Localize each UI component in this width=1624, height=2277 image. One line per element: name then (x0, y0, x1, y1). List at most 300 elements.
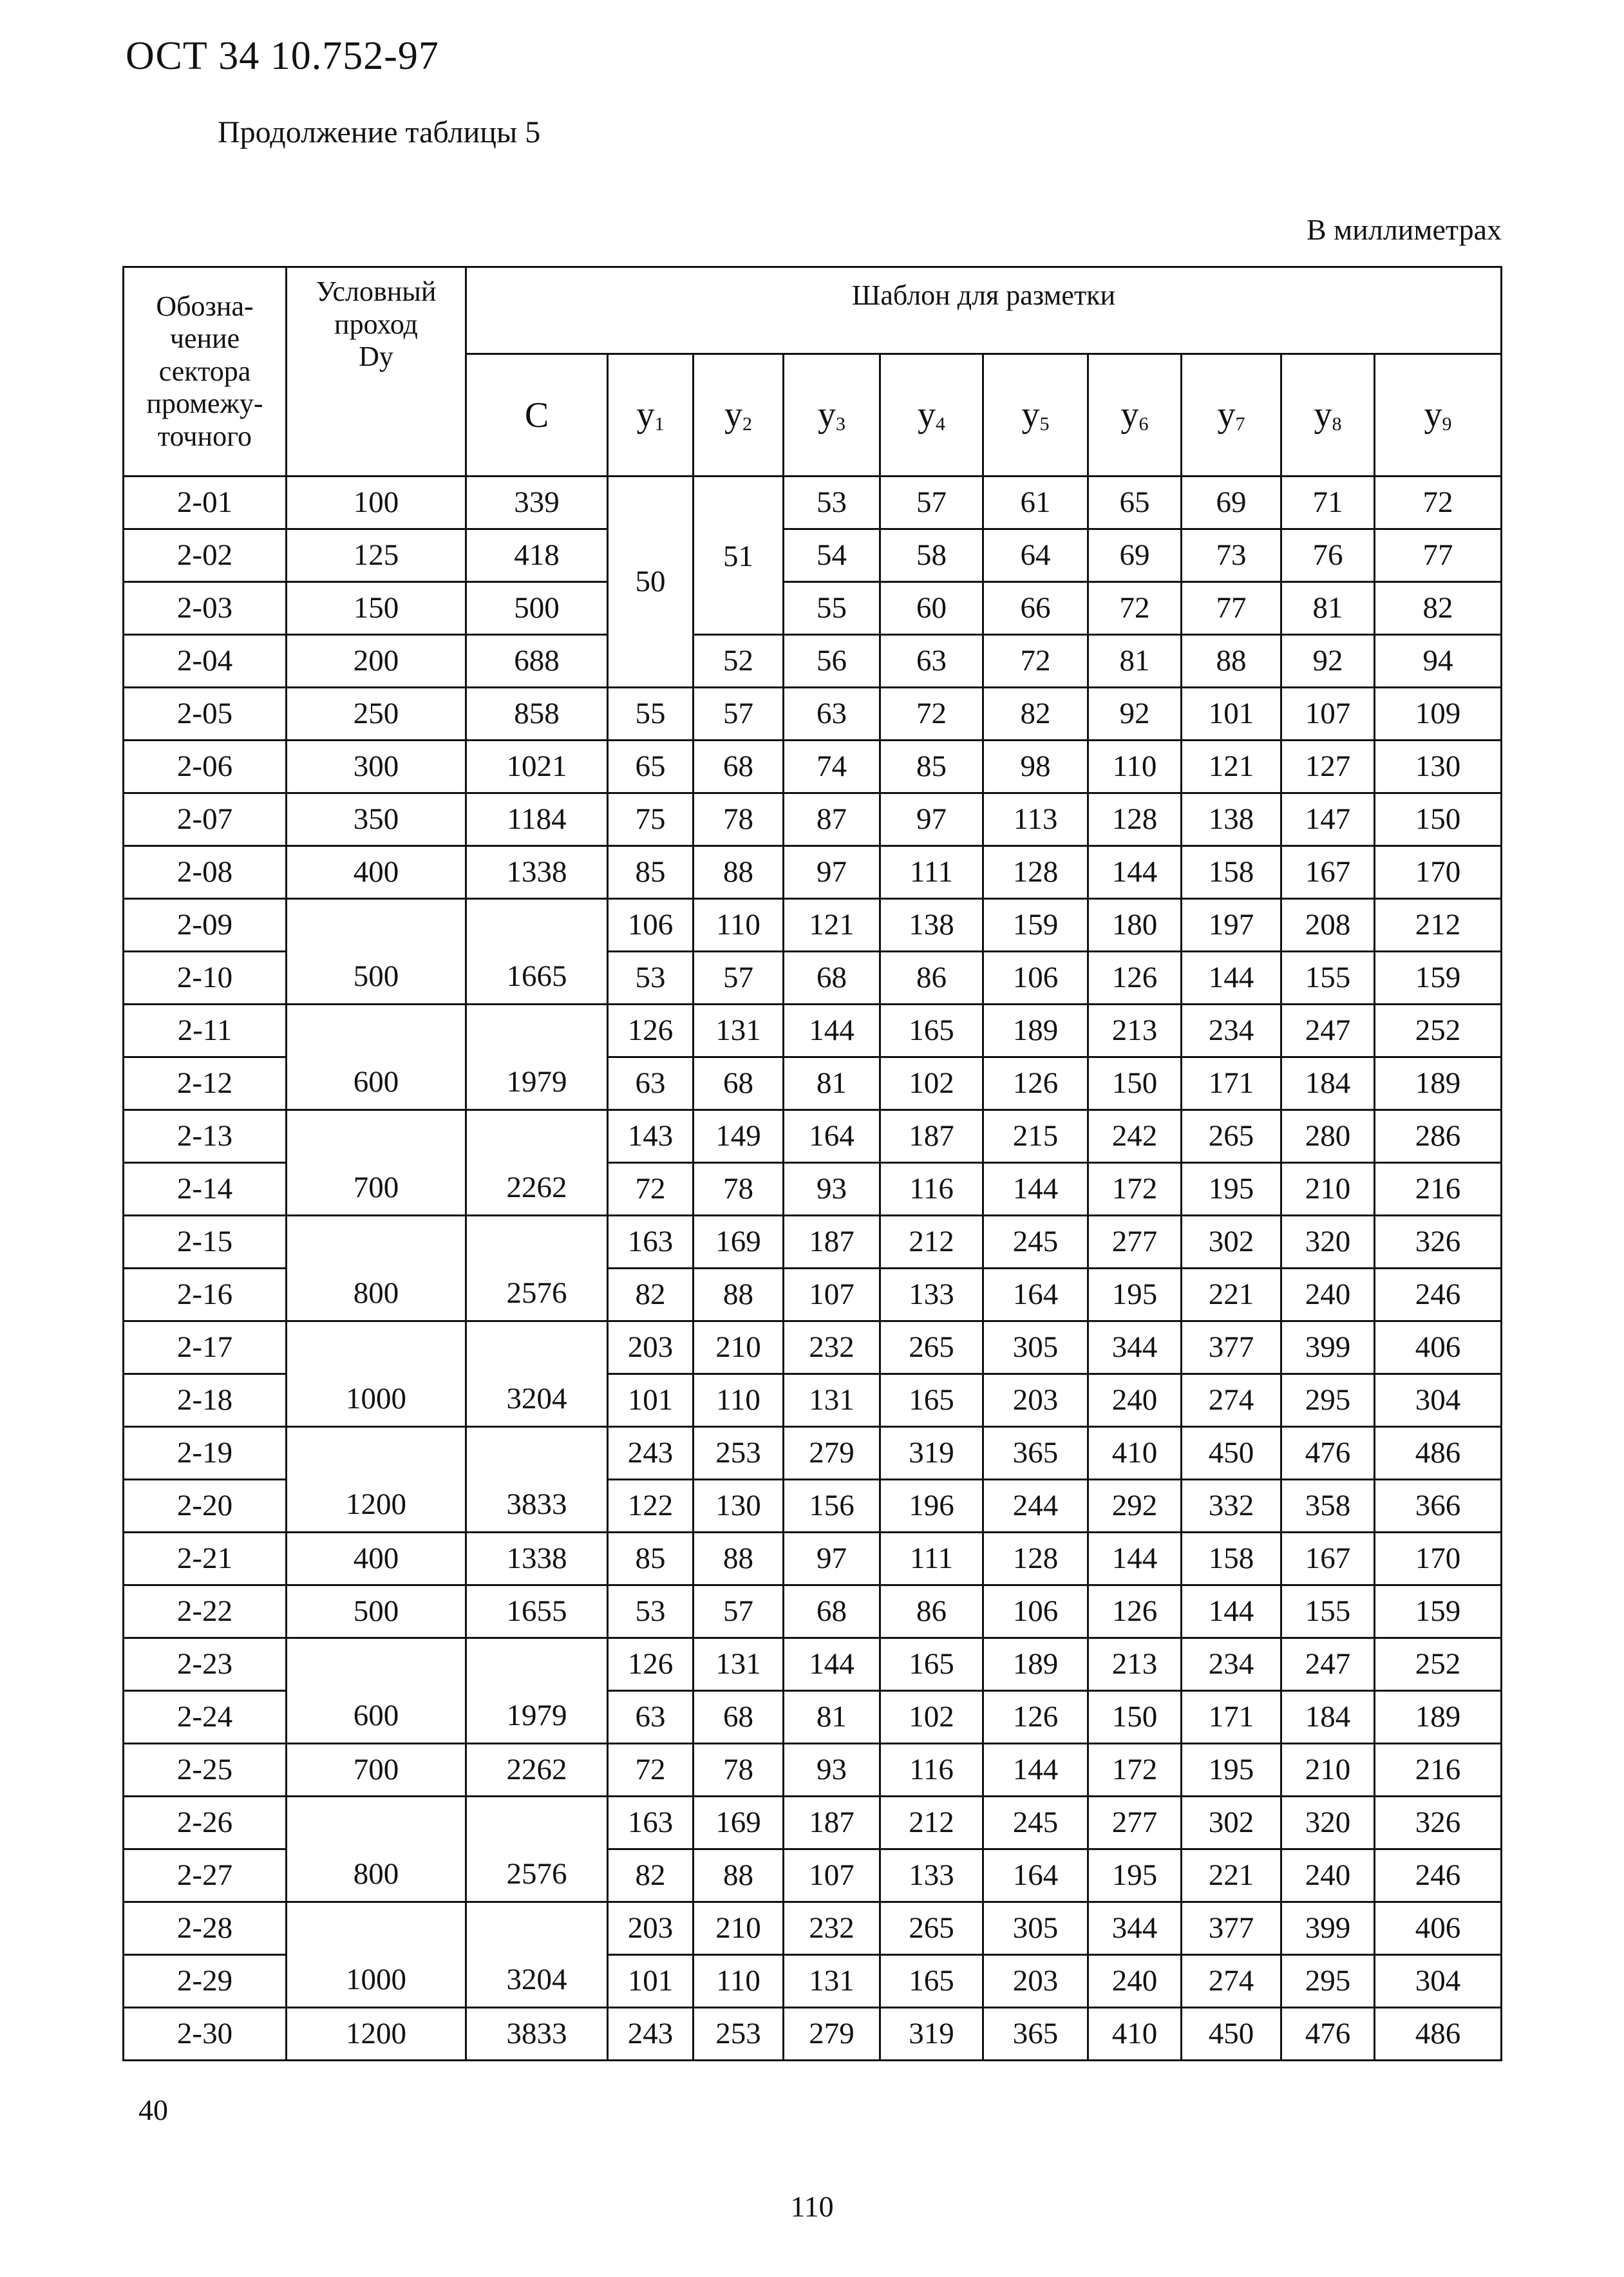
cell-y4: 265 (880, 1902, 983, 1955)
header-y-sub: 5 (1039, 413, 1050, 435)
cell-y3: 53 (784, 477, 880, 529)
cell-y9: 486 (1375, 2008, 1502, 2061)
cell-y3: 131 (784, 1374, 880, 1427)
cell-y1: 72 (608, 1163, 694, 1216)
cell-y7: 302 (1182, 1797, 1281, 1849)
cell-y3: 144 (784, 1005, 880, 1057)
cell-c: 1665 (466, 899, 608, 1005)
header-y-sub: 1 (654, 413, 665, 435)
cell-nominal-bore: 400 (287, 1533, 466, 1585)
cell-y7: 377 (1182, 1902, 1281, 1955)
header-y-base: у (818, 394, 836, 435)
cell-y6: 410 (1088, 2008, 1182, 2061)
cell-nominal-bore: 400 (287, 846, 466, 899)
cell-y1: 63 (608, 1691, 694, 1744)
cell-y6: 144 (1088, 846, 1182, 899)
cell-c: 500 (466, 582, 608, 635)
cell-y3: 81 (784, 1691, 880, 1744)
cell-c: 2262 (466, 1744, 608, 1797)
cell-y5: 113 (983, 793, 1088, 846)
cell-c: 2576 (466, 1216, 608, 1321)
cell-y5: 189 (983, 1005, 1088, 1057)
cell-y6: 213 (1088, 1638, 1182, 1691)
cell-y6: 110 (1088, 741, 1182, 793)
cell-y1: 53 (608, 1585, 694, 1638)
cell-y5: 159 (983, 899, 1088, 952)
cell-y9: 252 (1375, 1005, 1502, 1057)
cell-y7: 158 (1182, 846, 1281, 899)
cell-y8: 399 (1281, 1902, 1375, 1955)
cell-y4: 102 (880, 1691, 983, 1744)
cell-y1: 143 (608, 1110, 694, 1163)
cell-y4: 86 (880, 952, 983, 1005)
cell-y8: 167 (1281, 846, 1375, 899)
cell-y7: 274 (1182, 1374, 1281, 1427)
cell-y3: 144 (784, 1638, 880, 1691)
cell-y6: 213 (1088, 1005, 1182, 1057)
cell-y7: 221 (1182, 1849, 1281, 1902)
cell-y9: 72 (1375, 477, 1502, 529)
cell-y2: 68 (694, 1057, 784, 1110)
cell-y3: 97 (784, 1533, 880, 1585)
cell-y8: 210 (1281, 1744, 1375, 1797)
cell-y4: 187 (880, 1110, 983, 1163)
cell-y5: 106 (983, 952, 1088, 1005)
cell-y3: 81 (784, 1057, 880, 1110)
cell-c: 688 (466, 635, 608, 688)
cell-y9: 150 (1375, 793, 1502, 846)
table-row (124, 793, 1502, 846)
cell-c: 1338 (466, 846, 608, 899)
cell-y9: 246 (1375, 1269, 1502, 1321)
page-number-left: 40 (138, 2093, 168, 2126)
cell-y1: 243 (608, 1427, 694, 1480)
cell-y9: 326 (1375, 1216, 1502, 1269)
cell-y5: 244 (983, 1480, 1088, 1533)
cell-y6: 150 (1088, 1691, 1182, 1744)
cell-designation: 2-11 (124, 1005, 287, 1057)
table-row (124, 1110, 1502, 1163)
cell-designation: 2-25 (124, 1744, 287, 1797)
cell-y4: 165 (880, 1005, 983, 1057)
cell-y4: 265 (880, 1321, 983, 1374)
cell-y8: 247 (1281, 1005, 1375, 1057)
cell-y2: 210 (694, 1902, 784, 1955)
cell-y3: 97 (784, 846, 880, 899)
cell-y3: 87 (784, 793, 880, 846)
cell-y3: 107 (784, 1269, 880, 1321)
cell-y8: 184 (1281, 1057, 1375, 1110)
cell-y4: 72 (880, 688, 983, 741)
cell-y2: 57 (694, 1585, 784, 1638)
cell-y9: 216 (1375, 1744, 1502, 1797)
cell-y1: 101 (608, 1374, 694, 1427)
cell-y2: 68 (694, 741, 784, 793)
marking-template-table (122, 266, 1502, 2061)
cell-y5: 126 (983, 1057, 1088, 1110)
header-y-sub: 2 (742, 413, 752, 435)
header-y-base: у (1021, 394, 1040, 435)
cell-y8: 155 (1281, 1585, 1375, 1638)
cell-y1: 163 (608, 1216, 694, 1269)
cell-c: 339 (466, 477, 608, 529)
cell-c: 1338 (466, 1533, 608, 1585)
cell-y8: 240 (1281, 1849, 1375, 1902)
table-row (124, 1321, 1502, 1374)
table-row (124, 1216, 1502, 1269)
cell-y5: 164 (983, 1849, 1088, 1902)
cell-y2: 57 (694, 952, 784, 1005)
cell-designation: 2-10 (124, 952, 287, 1005)
cell-c: 3833 (466, 2008, 608, 2061)
table-row (124, 846, 1502, 899)
cell-y8: 476 (1281, 2008, 1375, 2061)
cell-y6: 126 (1088, 952, 1182, 1005)
cell-y3: 68 (784, 952, 880, 1005)
cell-c: 2576 (466, 1797, 608, 1902)
cell-y9: 366 (1375, 1480, 1502, 1533)
cell-y8: 247 (1281, 1638, 1375, 1691)
cell-y2: 51 (694, 477, 784, 635)
cell-y3: 93 (784, 1163, 880, 1216)
cell-designation: 2-08 (124, 846, 287, 899)
header-y3 (784, 354, 880, 477)
cell-y7: 101 (1182, 688, 1281, 741)
cell-y8: 92 (1281, 635, 1375, 688)
cell-y9: 406 (1375, 1321, 1502, 1374)
cell-y2: 57 (694, 688, 784, 741)
cell-designation: 2-24 (124, 1691, 287, 1744)
cell-y3: 164 (784, 1110, 880, 1163)
cell-y7: 144 (1182, 1585, 1281, 1638)
cell-c: 1979 (466, 1638, 608, 1744)
cell-y3: 279 (784, 1427, 880, 1480)
cell-y5: 305 (983, 1321, 1088, 1374)
cell-nominal-bore: 500 (287, 899, 466, 1005)
cell-designation: 2-13 (124, 1110, 287, 1163)
table-row (124, 1533, 1502, 1585)
cell-y1: 106 (608, 899, 694, 952)
cell-y9: 406 (1375, 1902, 1502, 1955)
cell-nominal-bore: 150 (287, 582, 466, 635)
cell-y7: 171 (1182, 1057, 1281, 1110)
cell-y7: 234 (1182, 1638, 1281, 1691)
cell-y1: 82 (608, 1849, 694, 1902)
cell-y9: 246 (1375, 1849, 1502, 1902)
cell-y4: 133 (880, 1849, 983, 1902)
cell-designation: 2-27 (124, 1849, 287, 1902)
cell-y4: 165 (880, 1955, 983, 2008)
cell-y4: 63 (880, 635, 983, 688)
cell-nominal-bore: 700 (287, 1110, 466, 1216)
cell-y8: 76 (1281, 529, 1375, 582)
cell-c: 1979 (466, 1005, 608, 1110)
cell-y4: 111 (880, 846, 983, 899)
header-designation-line: чение (169, 323, 240, 355)
table-row (124, 529, 1502, 582)
cell-y3: 187 (784, 1797, 880, 1849)
cell-y1: 53 (608, 952, 694, 1005)
cell-y6: 92 (1088, 688, 1182, 741)
cell-y4: 212 (880, 1797, 983, 1849)
cell-y2: 88 (694, 1533, 784, 1585)
cell-y4: 58 (880, 529, 983, 582)
cell-designation: 2-06 (124, 741, 287, 793)
header-y-sub: 7 (1235, 413, 1245, 435)
cell-y5: 98 (983, 741, 1088, 793)
cell-y5: 72 (983, 635, 1088, 688)
cell-y2: 131 (694, 1005, 784, 1057)
table-row (124, 741, 1502, 793)
table-row (124, 1638, 1502, 1691)
cell-designation: 2-04 (124, 635, 287, 688)
cell-nominal-bore: 600 (287, 1005, 466, 1110)
cell-y6: 410 (1088, 1427, 1182, 1480)
cell-designation: 2-26 (124, 1797, 287, 1849)
table-row (124, 1585, 1502, 1638)
cell-y3: 63 (784, 688, 880, 741)
header-nominal-line: Условный (316, 276, 437, 307)
cell-y8: 127 (1281, 741, 1375, 793)
cell-designation: 2-09 (124, 899, 287, 952)
cell-y2: 210 (694, 1321, 784, 1374)
header-y-sub: 8 (1332, 413, 1342, 435)
cell-y9: 212 (1375, 899, 1502, 952)
cell-y7: 450 (1182, 1427, 1281, 1480)
cell-y8: 71 (1281, 477, 1375, 529)
cell-y3: 187 (784, 1216, 880, 1269)
cell-y5: 305 (983, 1902, 1088, 1955)
header-y-sub: 4 (936, 413, 945, 435)
cell-y1: 126 (608, 1638, 694, 1691)
cell-y4: 138 (880, 899, 983, 952)
cell-y8: 107 (1281, 688, 1375, 741)
cell-y9: 130 (1375, 741, 1502, 793)
cell-y8: 184 (1281, 1691, 1375, 1744)
table-row (124, 688, 1502, 741)
cell-designation: 2-22 (124, 1585, 287, 1638)
cell-y9: 170 (1375, 1533, 1502, 1585)
cell-y5: 365 (983, 2008, 1088, 2061)
cell-designation: 2-23 (124, 1638, 287, 1691)
cell-y9: 77 (1375, 529, 1502, 582)
cell-y1: 85 (608, 846, 694, 899)
cell-y8: 320 (1281, 1797, 1375, 1849)
units-note: В миллиметрах (1306, 213, 1502, 246)
cell-y5: 245 (983, 1216, 1088, 1269)
cell-y5: 215 (983, 1110, 1088, 1163)
cell-designation: 2-18 (124, 1374, 287, 1427)
cell-y4: 196 (880, 1480, 983, 1533)
cell-y6: 72 (1088, 582, 1182, 635)
cell-y7: 195 (1182, 1744, 1281, 1797)
cell-y5: 144 (983, 1744, 1088, 1797)
header-c: C (466, 354, 608, 477)
cell-y8: 295 (1281, 1374, 1375, 1427)
cell-designation: 2-05 (124, 688, 287, 741)
cell-y7: 377 (1182, 1321, 1281, 1374)
cell-y6: 242 (1088, 1110, 1182, 1163)
cell-y1: 101 (608, 1955, 694, 2008)
cell-y4: 116 (880, 1744, 983, 1797)
cell-y5: 66 (983, 582, 1088, 635)
table-row (124, 582, 1502, 635)
cell-y9: 252 (1375, 1638, 1502, 1691)
cell-nominal-bore: 800 (287, 1797, 466, 1902)
cell-designation: 2-15 (124, 1216, 287, 1269)
header-y-base: у (1217, 394, 1236, 435)
table-row (124, 1427, 1502, 1480)
cell-c: 3204 (466, 1321, 608, 1427)
table-row (124, 1744, 1502, 1797)
cell-y3: 232 (784, 1902, 880, 1955)
cell-y5: 144 (983, 1163, 1088, 1216)
header-nominal-line: проход (334, 308, 418, 340)
header-designation-line: Обозна- (156, 290, 254, 322)
header-y1 (608, 354, 694, 477)
header-template: Шаблон для разметки (466, 267, 1502, 354)
header-y-sub: 6 (1138, 413, 1149, 435)
cell-y9: 304 (1375, 1374, 1502, 1427)
header-y-base: у (1314, 394, 1332, 435)
table-row (124, 477, 1502, 529)
header-y-base: у (1424, 394, 1442, 435)
cell-y3: 121 (784, 899, 880, 952)
header-row-1 (124, 267, 1502, 354)
cell-y2: 88 (694, 1849, 784, 1902)
cell-y3: 56 (784, 635, 880, 688)
cell-nominal-bore: 1200 (287, 2008, 466, 2061)
cell-y7: 221 (1182, 1269, 1281, 1321)
cell-y6: 344 (1088, 1321, 1182, 1374)
cell-y9: 170 (1375, 846, 1502, 899)
cell-y6: 277 (1088, 1797, 1182, 1849)
cell-y2: 88 (694, 1269, 784, 1321)
cell-y5: 128 (983, 846, 1088, 899)
cell-y5: 365 (983, 1427, 1088, 1480)
cell-y7: 121 (1182, 741, 1281, 793)
cell-y9: 304 (1375, 1955, 1502, 2008)
table-row (124, 635, 1502, 688)
cell-c: 1184 (466, 793, 608, 846)
cell-y9: 286 (1375, 1110, 1502, 1163)
cell-y8: 210 (1281, 1163, 1375, 1216)
cell-y1: 203 (608, 1902, 694, 1955)
cell-y9: 486 (1375, 1427, 1502, 1480)
cell-nominal-bore: 500 (287, 1585, 466, 1638)
cell-y9: 94 (1375, 635, 1502, 688)
cell-y4: 319 (880, 1427, 983, 1480)
cell-y2: 68 (694, 1691, 784, 1744)
cell-y8: 155 (1281, 952, 1375, 1005)
cell-y2: 253 (694, 2008, 784, 2061)
cell-y3: 93 (784, 1744, 880, 1797)
cell-y4: 111 (880, 1533, 983, 1585)
cell-y7: 73 (1182, 529, 1281, 582)
cell-y2: 110 (694, 1955, 784, 2008)
cell-y6: 65 (1088, 477, 1182, 529)
cell-y7: 69 (1182, 477, 1281, 529)
header-designation (124, 267, 287, 477)
cell-designation: 2-17 (124, 1321, 287, 1374)
cell-y1: 82 (608, 1269, 694, 1321)
cell-nominal-bore: 250 (287, 688, 466, 741)
cell-y4: 165 (880, 1374, 983, 1427)
cell-y6: 240 (1088, 1374, 1182, 1427)
cell-y5: 106 (983, 1585, 1088, 1638)
cell-c: 858 (466, 688, 608, 741)
cell-y8: 399 (1281, 1321, 1375, 1374)
cell-y6: 180 (1088, 899, 1182, 952)
cell-y1: 75 (608, 793, 694, 846)
cell-y1: 243 (608, 2008, 694, 2061)
cell-designation: 2-21 (124, 1533, 287, 1585)
cell-y5: 245 (983, 1797, 1088, 1849)
cell-y5: 189 (983, 1638, 1088, 1691)
header-y-base: у (918, 394, 936, 435)
cell-y3: 156 (784, 1480, 880, 1533)
cell-y5: 203 (983, 1955, 1088, 2008)
cell-y4: 86 (880, 1585, 983, 1638)
cell-y8: 147 (1281, 793, 1375, 846)
cell-designation: 2-03 (124, 582, 287, 635)
cell-y3: 279 (784, 2008, 880, 2061)
cell-nominal-bore: 800 (287, 1216, 466, 1321)
cell-y2: 78 (694, 793, 784, 846)
cell-designation: 2-30 (124, 2008, 287, 2061)
cell-y5: 128 (983, 1533, 1088, 1585)
page-number-center: 110 (790, 2190, 834, 2223)
cell-y3: 107 (784, 1849, 880, 1902)
table-row (124, 1902, 1502, 1955)
table-row (124, 1797, 1502, 1849)
cell-y1: 50 (608, 477, 694, 688)
cell-y2: 130 (694, 1480, 784, 1533)
cell-y8: 295 (1281, 1955, 1375, 2008)
cell-y6: 277 (1088, 1216, 1182, 1269)
cell-y4: 102 (880, 1057, 983, 1110)
cell-y9: 189 (1375, 1057, 1502, 1110)
cell-y5: 82 (983, 688, 1088, 741)
header-y-base: у (636, 394, 655, 435)
cell-y9: 189 (1375, 1691, 1502, 1744)
table-row (124, 899, 1502, 952)
cell-y8: 208 (1281, 899, 1375, 952)
cell-nominal-bore: 125 (287, 529, 466, 582)
cell-y2: 169 (694, 1797, 784, 1849)
cell-y5: 61 (983, 477, 1088, 529)
cell-y7: 265 (1182, 1110, 1281, 1163)
cell-designation: 2-28 (124, 1902, 287, 1955)
cell-y7: 302 (1182, 1216, 1281, 1269)
cell-y7: 197 (1182, 899, 1281, 952)
header-y9 (1375, 354, 1502, 477)
cell-y2: 78 (694, 1744, 784, 1797)
cell-y6: 81 (1088, 635, 1182, 688)
cell-y8: 358 (1281, 1480, 1375, 1533)
cell-c: 418 (466, 529, 608, 582)
document-code: ОСТ 34 10.752-97 (126, 34, 439, 78)
cell-y4: 212 (880, 1216, 983, 1269)
cell-y6: 344 (1088, 1902, 1182, 1955)
cell-y9: 159 (1375, 1585, 1502, 1638)
cell-c: 3204 (466, 1902, 608, 2008)
cell-y3: 55 (784, 582, 880, 635)
cell-y7: 274 (1182, 1955, 1281, 2008)
cell-y8: 240 (1281, 1269, 1375, 1321)
header-designation-line: точного (157, 420, 252, 452)
cell-y6: 128 (1088, 793, 1182, 846)
